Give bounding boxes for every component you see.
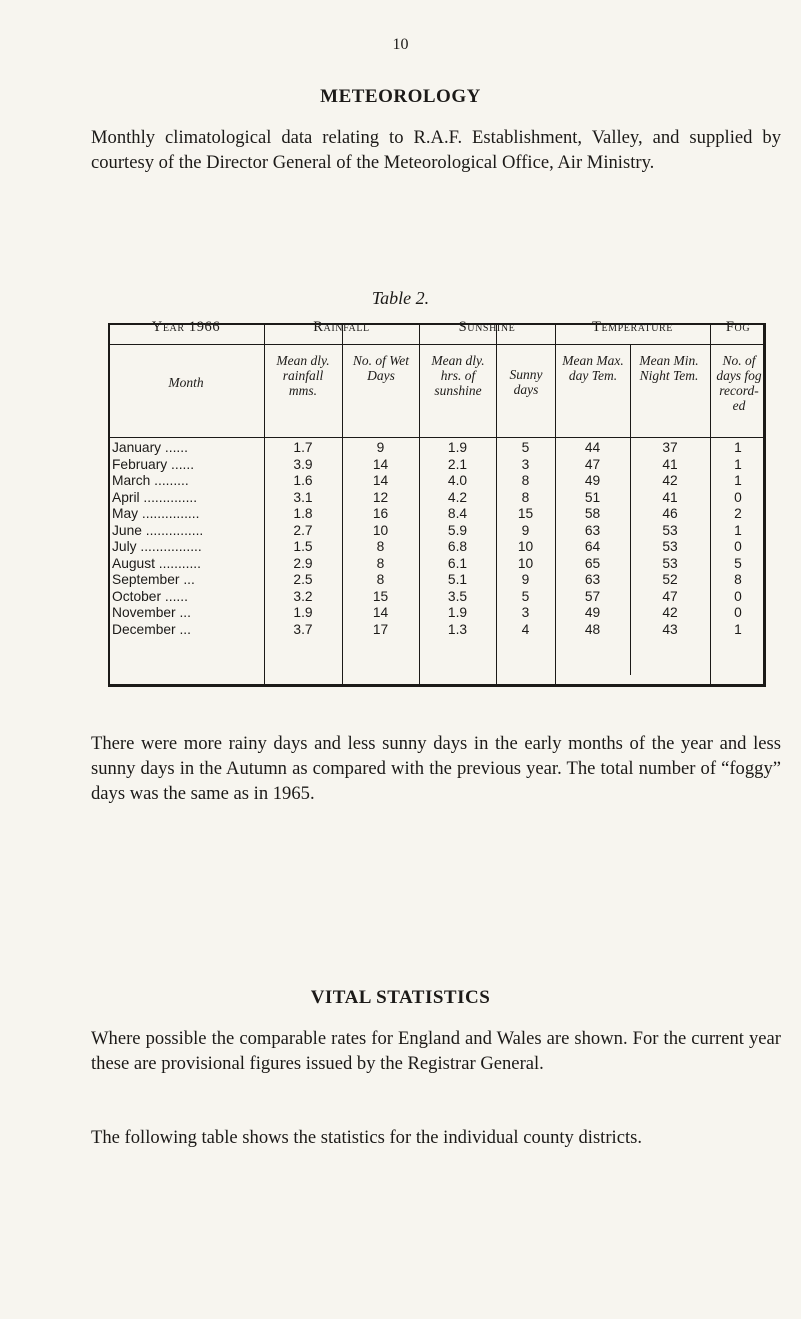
fog-days-value: 8 — [734, 572, 742, 587]
sunshine-value: 4.0 — [447, 473, 468, 488]
max-temp-value: 64 — [584, 539, 601, 554]
sunshine-value: 6.8 — [447, 539, 468, 554]
min-temp-value: 43 — [662, 621, 678, 637]
min-temp-value: 42 — [662, 605, 678, 620]
max-temp-value: 57 — [584, 588, 601, 604]
subheader-sunny-days: Sunny days — [509, 367, 543, 397]
min-temp-value: 41 — [662, 456, 678, 472]
max-temp-value: 44 — [584, 440, 601, 455]
sunny-days-value: 3 — [521, 605, 530, 620]
climate-table — [108, 319, 766, 687]
rainfall-value: 2.9 — [293, 555, 313, 571]
sunny-days-value: 8 — [521, 489, 530, 505]
min-temp-value: 53 — [662, 522, 678, 538]
header-year: Year 1966 — [151, 319, 221, 335]
table-row — [108, 440, 766, 456]
sunshine-value: 5.9 — [447, 522, 468, 538]
month-name: September ... — [112, 572, 195, 587]
table-caption: Table 2. — [371, 288, 430, 308]
min-temp-value: 42 — [662, 473, 678, 488]
wet-days-value: 14 — [372, 456, 389, 472]
vital-statistics-paragraph-1: Where possible the comparable rates for England and Wales are shown. For the current year these are provisional figures issued by the Registrar General. — [91, 1028, 781, 1074]
sunny-days-value: 9 — [521, 572, 530, 587]
wet-days-value: 15 — [372, 588, 389, 604]
table-row — [108, 523, 766, 539]
fog-days-value: 1 — [734, 621, 742, 637]
wet-days-value: 16 — [372, 506, 389, 521]
table-row — [108, 572, 766, 588]
sunshine-value: 1.9 — [447, 440, 468, 455]
month-name: October ...... — [112, 588, 188, 604]
min-temp-value: 52 — [662, 572, 678, 587]
intro-paragraph: Monthly climatological data relating to R.A.F. Establishment, Valley, and supplied by courtesy of the Director General of the Meteorological Office, Air Ministry. — [91, 127, 781, 173]
subheader-min-temp: Mean Min. Night Tem. — [639, 353, 699, 383]
max-temp-value: 65 — [584, 555, 601, 571]
min-temp-value: 47 — [662, 588, 678, 604]
subheader-month: Month — [168, 375, 204, 390]
max-temp-value: 63 — [584, 522, 601, 538]
rainfall-value: 1.5 — [293, 539, 313, 554]
sunshine-value: 3.5 — [447, 588, 468, 604]
wet-days-value: 8 — [376, 555, 385, 571]
page-number: 10 — [392, 36, 409, 53]
table-row — [108, 457, 766, 473]
rainfall-value: 3.2 — [293, 588, 313, 604]
month-name: July ................ — [112, 539, 202, 554]
month-name: April .............. — [112, 489, 198, 505]
subheader-rain-mean: Mean dly. rainfall mms. — [276, 353, 330, 398]
table-row — [108, 589, 766, 605]
max-temp-value: 48 — [584, 621, 601, 637]
month-name: June ............... — [112, 522, 204, 538]
fog-days-value: 1 — [734, 456, 742, 472]
header-rainfall: Rainfall — [313, 319, 370, 335]
sunny-days-value: 9 — [521, 522, 530, 538]
max-temp-value: 51 — [584, 489, 601, 505]
wet-days-value: 9 — [376, 440, 385, 455]
min-temp-value: 37 — [662, 440, 678, 455]
weather-note-paragraph: There were more rainy days and less sunny days in the early months of the year and less sunny days in the Autumn as compared with the previous year. The total number of “foggy” days was the same as in 1965. — [91, 733, 781, 804]
rainfall-value: 2.7 — [293, 522, 313, 538]
header-sunshine: Sunshine — [458, 319, 516, 335]
header-temperature: Temperature — [591, 319, 674, 335]
rainfall-value: 1.8 — [293, 506, 313, 521]
fog-days-value: 0 — [734, 588, 742, 604]
sunshine-value: 2.1 — [447, 456, 468, 472]
max-temp-value: 47 — [584, 456, 601, 472]
fog-days-value: 1 — [734, 522, 742, 538]
max-temp-value: 63 — [584, 572, 601, 587]
subheader-sun-mean: Mean dly. hrs. of sunshine — [431, 353, 485, 398]
fog-days-value: 1 — [734, 473, 742, 488]
wet-days-value: 17 — [372, 621, 389, 637]
month-name: November ... — [112, 605, 191, 620]
sunshine-value: 5.1 — [447, 572, 468, 587]
fog-days-value: 1 — [734, 440, 742, 455]
sunshine-value: 4.2 — [447, 489, 468, 505]
rainfall-value: 1.9 — [293, 605, 313, 620]
month-name: December ... — [112, 621, 191, 637]
wet-days-value: 14 — [372, 605, 389, 620]
sunny-days-value: 15 — [517, 506, 534, 521]
sunny-days-value: 8 — [521, 473, 530, 488]
fog-days-value: 0 — [734, 489, 742, 505]
max-temp-value: 49 — [584, 605, 601, 620]
sunshine-value: 1.9 — [447, 605, 468, 620]
max-temp-value: 58 — [584, 506, 601, 521]
fog-days-value: 5 — [734, 555, 742, 571]
table-row — [108, 556, 766, 572]
min-temp-value: 53 — [662, 555, 678, 571]
fog-days-value: 2 — [734, 506, 742, 521]
subheader-fog-days: No. of days fog record- ed — [716, 353, 762, 413]
month-name: May ............... — [112, 506, 200, 521]
table-row — [108, 605, 766, 621]
wet-days-value: 10 — [372, 522, 389, 538]
vital-statistics-paragraph-2: The following table shows the statistics for the individual county districts. — [91, 1127, 643, 1148]
fog-days-value: 0 — [734, 539, 742, 554]
wet-days-value: 14 — [372, 473, 389, 488]
wet-days-value: 8 — [376, 572, 385, 587]
rainfall-value: 1.7 — [293, 440, 313, 455]
month-name: January ...... — [112, 440, 188, 455]
month-name: February ...... — [112, 456, 195, 472]
wet-days-value: 8 — [376, 539, 385, 554]
table-row — [108, 506, 766, 522]
sunny-days-value: 10 — [517, 539, 534, 554]
table-row — [108, 473, 766, 489]
rainfall-value: 2.5 — [293, 572, 313, 587]
header-divider — [108, 344, 766, 345]
rainfall-value: 3.1 — [293, 489, 313, 505]
sunny-days-value: 4 — [521, 621, 530, 637]
min-temp-value: 46 — [662, 506, 678, 521]
min-temp-value: 53 — [662, 539, 678, 554]
sunny-days-value: 5 — [521, 588, 530, 604]
rainfall-value: 3.9 — [293, 456, 313, 472]
header-divider — [108, 437, 766, 438]
table-row — [108, 490, 766, 506]
wet-days-value: 12 — [372, 489, 389, 505]
sunny-days-value: 10 — [517, 555, 534, 571]
subheader-max-temp: Mean Max. day Tem. — [562, 353, 624, 383]
rainfall-value: 3.7 — [293, 621, 313, 637]
sunny-days-value: 5 — [521, 440, 530, 455]
min-temp-value: 41 — [662, 489, 678, 505]
section-heading-vital-statistics: VITAL STATISTICS — [310, 987, 491, 1008]
sunshine-value: 8.4 — [447, 506, 468, 521]
month-name: March ......... — [112, 473, 189, 488]
table-row — [108, 539, 766, 555]
rainfall-value: 1.6 — [293, 473, 313, 488]
header-fog: Fog — [725, 319, 751, 335]
page-title: METEOROLOGY — [320, 86, 481, 107]
table-row — [108, 622, 766, 638]
fog-days-value: 0 — [734, 605, 742, 620]
month-name: August ........... — [112, 555, 201, 571]
max-temp-value: 49 — [584, 473, 601, 488]
subheader-wet-days: No. of Wet Days — [352, 353, 410, 383]
sunny-days-value: 3 — [521, 456, 530, 472]
sunshine-value: 6.1 — [447, 555, 468, 571]
sunshine-value: 1.3 — [447, 621, 468, 637]
